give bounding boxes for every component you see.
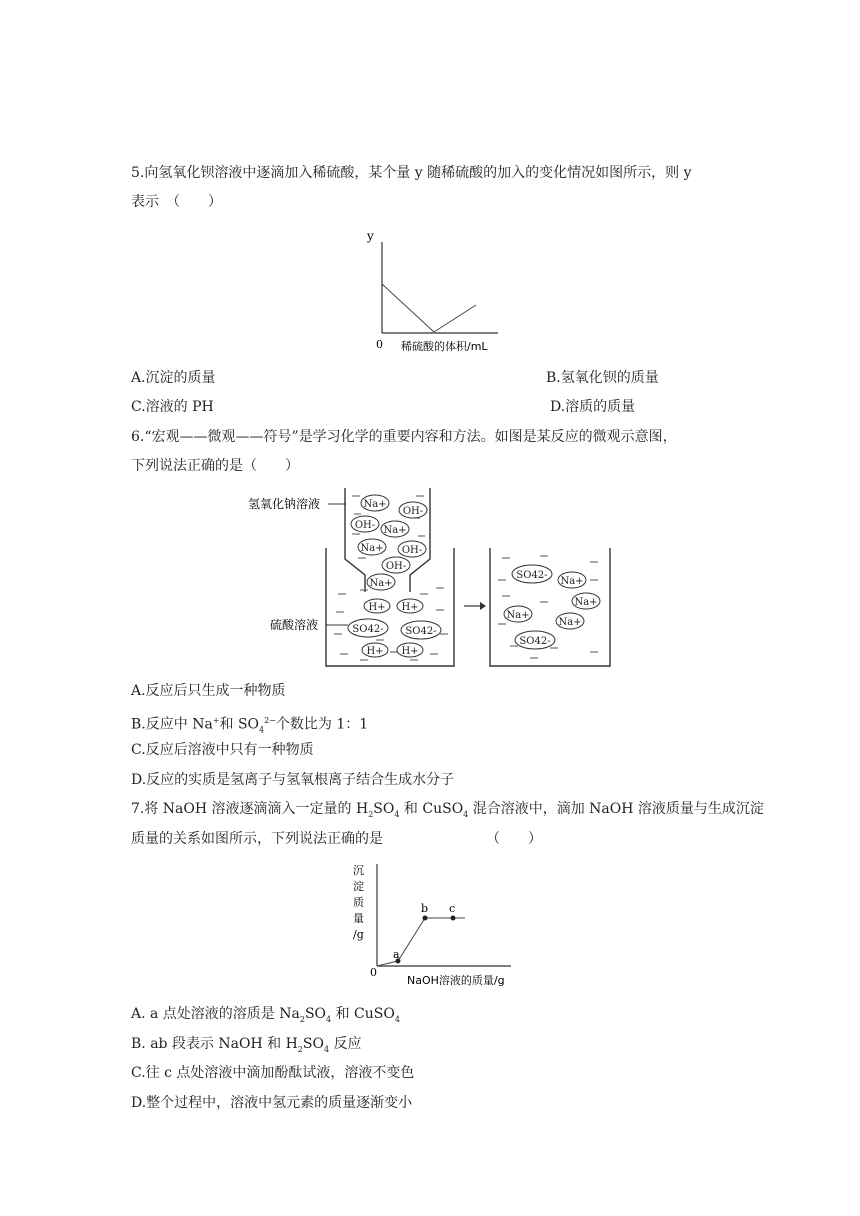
q7-option-d[interactable]: D.整个过程中，溶液中氢元素的质量逐渐变小 (131, 1095, 413, 1111)
q5-graph (360, 224, 510, 354)
ion-oh: OH- (402, 506, 424, 517)
q6-stem-line2: 下列说法正确的是（ ） (131, 458, 299, 474)
ion-na: Na+ (558, 617, 582, 628)
q7-graph-origin: 0 (370, 966, 377, 979)
q7-ylabel-1: 沉 (353, 864, 364, 877)
q7-graph-xlabel: NaOH溶液的质量/g (407, 974, 505, 987)
ion-oh: OH- (401, 545, 423, 556)
q5-stem-line1: 5.向氢氧化钡溶液中逐滴加入稀硫酸，某个量 y 随稀硫酸的加入的变化情况如图所示，则 y (131, 165, 692, 181)
ion-na: Na+ (574, 597, 598, 608)
q7-stem-line1: 7.将 NaOH 溶液逐滴滴入一定量的 $H_2SO_4$ 和 CuSO$_4$ 混合溶液中，滴加 NaOH 溶液质量与生成沉淀 (131, 801, 764, 819)
ion-oh: OH- (354, 520, 376, 531)
q6-option-b[interactable]: B.反应中 Na+和 $SO_4^{2-}$个数比为 1：1 (131, 716, 369, 735)
q5-graph-ylabel: y (367, 229, 374, 243)
q7-graph-line (377, 961, 398, 966)
q5-option-a[interactable]: A.沉淀的质量 (131, 370, 216, 386)
q7-label-b: b (421, 902, 429, 915)
ion-so4: SO42- (352, 624, 384, 635)
q5-option-b[interactable]: B.氢氧化钡的质量 (546, 370, 659, 386)
ion-na: Na+ (383, 525, 407, 536)
q7-ylabel-4: 量 (353, 912, 364, 925)
ion-na: Na+ (363, 499, 387, 510)
q7-stem-paren: （ ） (486, 831, 542, 847)
ion-so4: SO42- (405, 626, 437, 637)
q7-ylabel-3: 质 (353, 896, 364, 909)
q7-graph (345, 858, 520, 990)
q7-point-c (451, 916, 456, 921)
ion-so4: SO42- (516, 570, 548, 581)
q7-option-a[interactable]: A. a 点处溶液的溶质是 $Na_2SO_4$ 和 CuSO$_4$ (131, 1006, 400, 1024)
q5-stem-line2: 表示 （ ） (131, 194, 222, 210)
q5-graph-xlabel: 稀硫酸的体积/mL (401, 340, 488, 353)
q7-label-c: c (449, 902, 456, 915)
q7-ylabel-2: 淀 (353, 880, 364, 893)
ion-h: H+ (401, 602, 419, 613)
q6-diagram (240, 484, 630, 668)
ion-h: H+ (368, 602, 386, 613)
ion-oh: OH- (385, 561, 407, 572)
ion-h: H+ (401, 646, 419, 657)
q7-stem-line2: 质量的关系如图所示，下列说法正确的是 (131, 831, 383, 847)
q6-option-d[interactable]: D.反应的实质是氢离子与氢氧根离子结合生成水分子 (131, 772, 455, 788)
naoh-solution-label: 氢氧化钠溶液 (248, 497, 321, 511)
q7-graph-line-rise (398, 918, 425, 961)
q5-graph-origin: 0 (376, 338, 383, 351)
ion-na: Na+ (506, 610, 530, 621)
q5-graph-line (382, 284, 434, 332)
arrow-icon (480, 602, 486, 610)
ion-na: Na+ (360, 543, 384, 554)
q7-option-c[interactable]: C.往 c 点处溶液中滴加酚酞试液，溶液不变色 (131, 1065, 415, 1081)
q7-point-b (423, 916, 428, 921)
q5-option-d[interactable]: D.溶质的质量 (550, 399, 636, 415)
acid-solution-label: 硫酸溶液 (270, 618, 319, 632)
q6-option-c[interactable]: C.反应后溶液中只有一种物质 (131, 742, 314, 758)
q7-label-a: a (393, 948, 400, 961)
q6-option-a[interactable]: A.反应后只生成一种物质 (131, 683, 286, 699)
ion-na: Na+ (560, 576, 584, 587)
q7-option-b[interactable]: B. ab 段表示 NaOH 和 $H_2SO_4$ 反应 (131, 1036, 362, 1054)
q5-graph-line-rise (434, 305, 476, 332)
q5-option-c[interactable]: C.溶液的 PH (131, 399, 214, 415)
ion-na: Na+ (369, 578, 393, 589)
q7-ylabel-5: /g (353, 928, 364, 941)
q6-stem-line1: 6.“宏观——微观——符号”是学习化学的重要内容和方法。如图是某反应的微观示意图， (131, 429, 677, 445)
ion-h: H+ (366, 646, 384, 657)
ion-so4: SO42- (519, 636, 551, 647)
